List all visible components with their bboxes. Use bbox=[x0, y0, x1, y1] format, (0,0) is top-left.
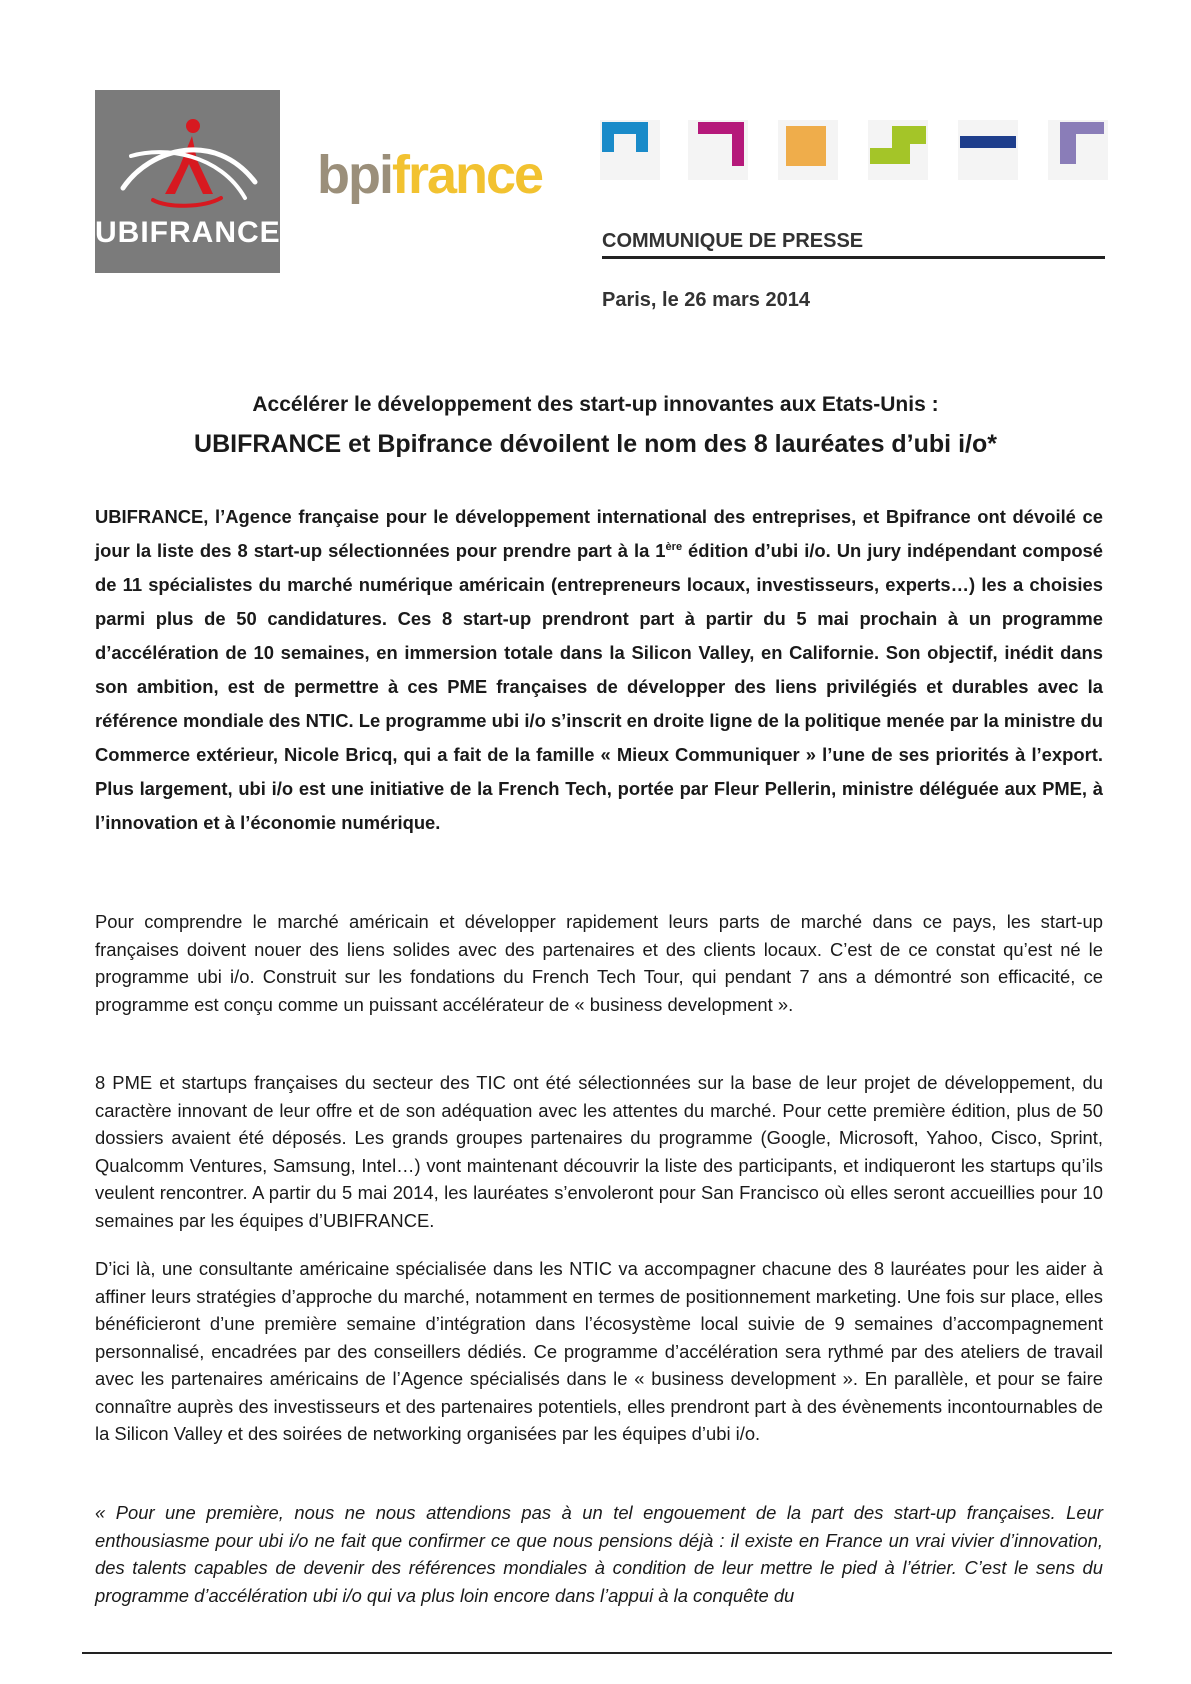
square-purple bbox=[1048, 120, 1108, 180]
orange-block-shape bbox=[786, 126, 826, 166]
ubifrance-logo-text: UBIFRANCE bbox=[95, 216, 281, 249]
footer-divider bbox=[82, 1652, 1112, 1654]
square-magenta bbox=[688, 120, 748, 180]
blue-bracket-shape bbox=[602, 122, 648, 152]
lead-text-start: UBIFRANCE, l’Agence française pour le développement international des entreprises, et Bpifrance ont dévoilé ce jour la liste des 8 start-up sélectionnées pour prendre part à la 1 bbox=[95, 506, 1103, 561]
purple-corner-icon bbox=[1048, 120, 1108, 180]
green-steps-shape bbox=[870, 126, 926, 164]
press-release-date: Paris, le 26 mars 2014 bbox=[602, 289, 810, 311]
header-divider bbox=[602, 256, 1105, 259]
headline-subtitle: Accélérer le développement des start-up innovantes aux Etats-Unis : bbox=[252, 393, 939, 416]
navy-bar-shape bbox=[960, 136, 1016, 148]
orange-block-icon bbox=[778, 120, 838, 180]
blue-bracket-icon bbox=[600, 120, 660, 180]
bpifrance-logo-france: france bbox=[391, 145, 543, 205]
decorative-squares bbox=[600, 120, 1108, 182]
body-paragraph-3: D’ici là, une consultante américaine spécialisée dans les NTIC va accompagner chacune des 8 lauréates pour les aider à affiner leurs stratégies d’approche du marché, notamment en termes de positionnement marketing. Une fois sur place, elles bénéficieront d’une première semaine d’intégration dans l’écosystème local suivie de 9 semaines d’accompagnement personnalisé, encadrées par des conseillers dédiés. Ce programme d’accélération sera rythmé par des ateliers de travail avec les partenaires américains de l’Agence spécialisés dans le « business development ». En parallèle, et pour se faire connaître auprès des investisseurs et des partenaires potentiels, elles prendront part à des évènements incontournables de la Silicon Valley et des soirées de networking organisées par les équipes d’ubi i/o. bbox=[95, 1258, 1103, 1444]
bpifrance-logo bbox=[317, 144, 542, 206]
purple-corner-shape bbox=[1060, 122, 1104, 164]
press-release-label: COMMUNIQUE DE PRESSE bbox=[602, 230, 864, 252]
square-blue bbox=[600, 120, 660, 180]
lead-paragraph bbox=[95, 500, 1103, 840]
body-paragraph-1: Pour comprendre le marché américain et développer rapidement leurs parts de marché dans ce pays, les start-up françaises doivent nouer des liens solides avec des partenaires et des clients locaux. C’est de ce constat qu’est né le programme ubi i/o. Construit sur les fondations du French Tech Tour, qui pendant 7 ans a démontré son efficacité, ce programme est conçu comme un puissant accélérateur de « business development ». bbox=[95, 911, 1103, 1015]
lead-superscript: ère bbox=[665, 540, 683, 553]
square-navy bbox=[958, 120, 1018, 180]
green-steps-icon bbox=[868, 120, 928, 180]
square-orange bbox=[778, 120, 838, 180]
quote-paragraph: « Pour une première, nous ne nous attendions pas à un tel engouement de la part des start-up françaises. Leur enthousiasme pour ubi i/o ne fait que confirmer ce que nous pensions déjà : il existe en France un vrai vivier d’innovation, des talents capables de devenir des références mondiales à condition de leur mettre le pied à l’étrier. C’est le sens du programme d’accélération ubi i/o qui va plus loin encore dans l’appui à la conquête du bbox=[95, 1502, 1103, 1606]
magenta-bracket-icon bbox=[688, 120, 748, 180]
body-paragraph-2: 8 PME et startups françaises du secteur des TIC ont été sélectionnées sur la base de leur projet de développement, du caractère innovant de leur offre et de son adéquation avec les attentes du marché. Pour cette première édition, plus de 50 dossiers avaient été déposés. Les grands groupes partenaires du programme (Google, Microsoft, Yahoo, Cisco, Sprint, Qualcomm Ventures, Samsung, Intel…) vont maintenant découvrir la liste des participants, et indiqueront les startups qu’ils veulent rencontrer. A partir du 5 mai 2014, les lauréates s’envoleront pour San Francisco où elles seront accueillies pour 10 semaines par les équipes d’UBIFRANCE. bbox=[95, 1072, 1103, 1231]
ubifrance-logo bbox=[95, 90, 280, 273]
headline-title: UBIFRANCE et Bpifrance dévoilent le nom des 8 lauréates d’ubi i/o* bbox=[194, 430, 997, 458]
square-green bbox=[868, 120, 928, 180]
magenta-bracket-shape bbox=[698, 122, 744, 166]
bpifrance-logo-bpi: bpi bbox=[317, 145, 392, 205]
lead-text-end: édition d’ubi i/o. Un jury indépendant composé de 11 spécialistes du marché numérique américain (entrepreneurs locaux, investisseurs, experts…) les a choisies parmi plus de 50 candidatures. Ces 8 start-up prendront part à partir du 5 mai prochain à un programme d’accélération de 10 semaines, en immersion totale dans la Silicon Valley, en Californie. Son objectif, inédit dans son ambition, est de permettre à ces PME françaises de développer des liens privilégiés et durables avec la référence mondiale des NTIC. Le programme ubi i/o s’inscrit en droite ligne de la politique menée par la ministre du Commerce extérieur, Nicole Bricq, qui a fait de la famille « Mieux Communiquer » l’une de ses priorités à l’export. Plus largement, ubi i/o est une initiative de la French Tech, portée par Fleur Pellerin, ministre déléguée aux PME, à l’innovation et à l’économie numérique. bbox=[95, 540, 1104, 833]
navy-bar-icon bbox=[958, 120, 1018, 180]
